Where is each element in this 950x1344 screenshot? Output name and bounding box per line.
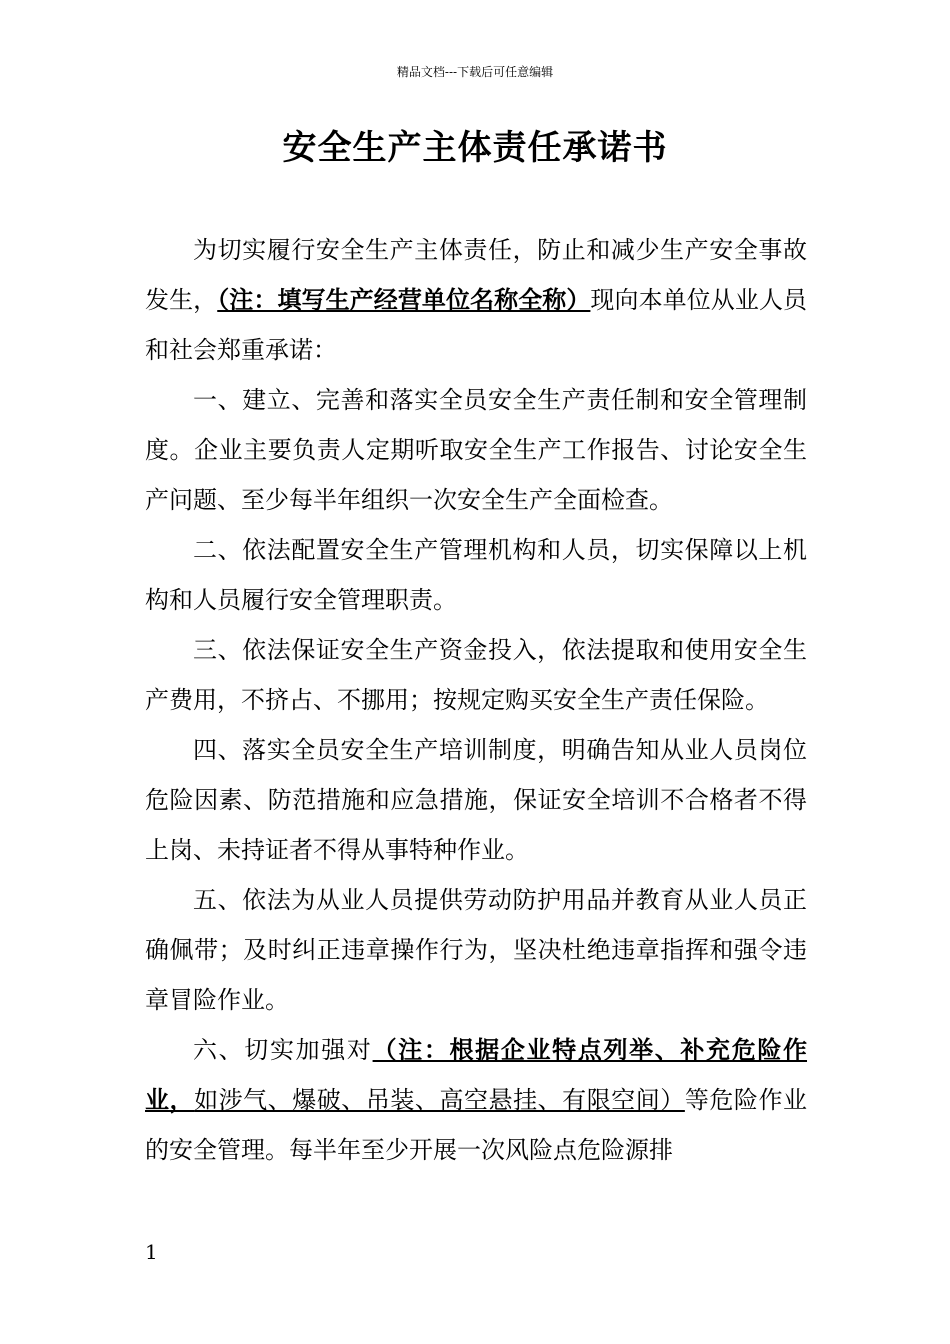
- intro-text-end: 现向本单位从业人员和社会郑重承诺：: [145, 286, 808, 364]
- intro-paragraph: [145, 225, 807, 375]
- pledge-item-1: 一、建立、完善和落实全员安全生产责任制和安全管理制度。企业主要负责人定期听取安全生产工作报告、讨论安全生产问题、至少每半年组织一次安全生产全面检查。: [145, 386, 807, 514]
- item6-fill-in-note: （注：根据企业特点列举、补充危险作业，: [145, 1036, 808, 1114]
- pledge-item-6: [145, 1025, 807, 1175]
- document-body: [145, 225, 807, 1175]
- item6-text-end: 等危险作业的安全管理。每半年至少开展一次风险点危险源排: [145, 1086, 808, 1164]
- page-number: 1: [145, 1240, 158, 1264]
- pledge-item-4: 四、落实全员安全生产培训制度，明确告知从业人员岗位危险因素、防范措施和应急措施，保证安全培训不合格者不得上岗、未持证者不得从事特种作业。: [145, 736, 807, 864]
- document-title: 安全生产主体责任承诺书: [282, 128, 668, 168]
- item6-text: 六、切实加强对: [193, 1036, 373, 1064]
- intro-text: 为切实履行安全生产主体责任，防止和减少生产安全事故发生，: [145, 236, 807, 314]
- item6-examples: 如涉气、爆破、吊装、高空悬挂、有限空间）: [194, 1086, 685, 1114]
- pledge-item-2: 二、依法配置安全生产管理机构和人员，切实保障以上机构和人员履行安全管理职责。: [145, 536, 807, 614]
- header-note: 精品文档---下载后可任意编辑: [396, 65, 554, 79]
- intro-fill-in-note: （注：填写生产经营单位名称全称）: [217, 286, 591, 314]
- pledge-item-3: 三、依法保证安全生产资金投入，依法提取和使用安全生产费用，不挤占、不挪用；按规定购买安全生产责任保险。: [145, 636, 807, 714]
- pledge-item-5: 五、依法为从业人员提供劳动防护用品并教育从业人员正确佩带；及时纠正违章操作行为，坚决杜绝违章指挥和强令违章冒险作业。: [145, 886, 807, 1014]
